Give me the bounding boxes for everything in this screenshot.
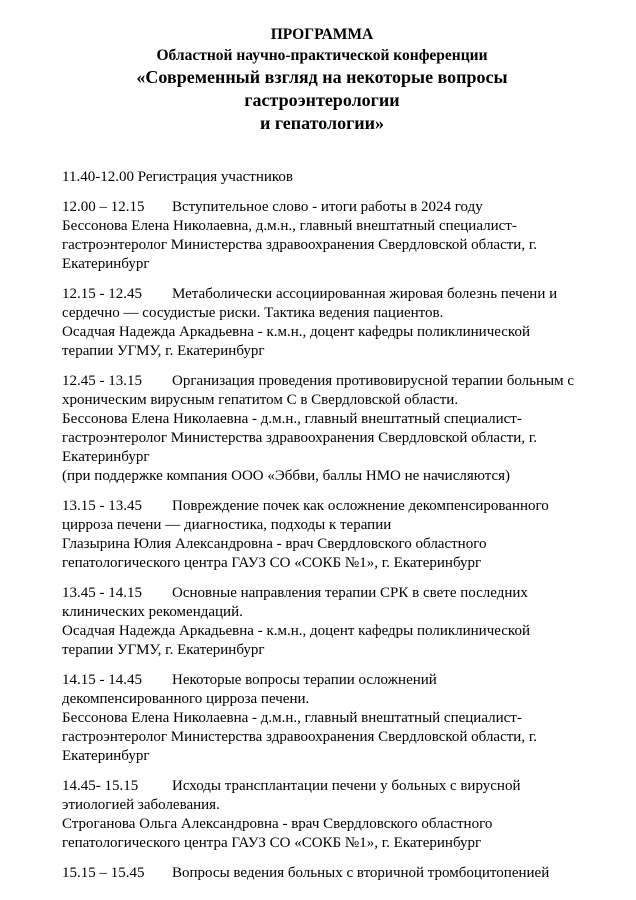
- session-text-line: Осадчая Надежда Аркадьевна - к.м.н., доцент кафедры поликлинической: [62, 623, 530, 639]
- session-title: Некоторые вопросы терапии осложнений: [172, 672, 437, 688]
- session-text-line: Бессонова Елена Николаевна - д.м.н., главный внештатный специалист-: [62, 710, 522, 726]
- session-block: [62, 864, 582, 883]
- session-title-line: [62, 285, 582, 304]
- session-time: 13.15 - 13.45: [62, 498, 142, 514]
- session-text-line: терапии УГМУ, г. Екатеринбург: [62, 642, 265, 658]
- session-text-line: гастроэнтеролог Министерства здравоохранения Свердловской области, г.: [62, 430, 538, 446]
- session-text-line: Глазырина Юлия Александровна - врач Свердловского областного: [62, 536, 487, 552]
- session-text-line: клинических рекомендаций.: [62, 604, 243, 620]
- session-title-line: [62, 671, 582, 690]
- session-text-line: Екатеринбург: [62, 748, 150, 764]
- session-text-line: этиологией заболевания.: [62, 797, 220, 813]
- session-title-line: [62, 372, 582, 391]
- session-list: [62, 198, 582, 883]
- session-text-line: (при поддержке компания ООО «Эббви, баллы НМО не начисляются): [62, 468, 511, 484]
- session-time: 14.15 - 14.45: [62, 672, 142, 688]
- session-text-line: цирроза печени — диагностика, подходы к терапии: [62, 517, 392, 533]
- session-block: [62, 198, 582, 274]
- session-title: Повреждение почек как осложнение декомпенсированного: [172, 498, 549, 514]
- session-title: Вступительное слово - итоги работы в 2024 году: [172, 199, 483, 215]
- session-block: [62, 671, 582, 766]
- session-block: [62, 285, 582, 361]
- session-block: [62, 777, 582, 853]
- session-text-line: хроническим вирусным гепатитом С в Свердловской области.: [62, 392, 459, 408]
- conference-title-line-1: «Современный взгляд на некоторые вопросы гастроэнтерологии: [136, 67, 508, 110]
- session-title: Организация проведения противовирусной терапии больным с: [172, 373, 574, 389]
- session-time: 12.45 - 13.15: [62, 373, 142, 389]
- session-text-line: Осадчая Надежда Аркадьевна - к.м.н., доцент кафедры поликлинической: [62, 324, 530, 340]
- session-title: Исходы трансплантации печени у больных с вирусной: [172, 778, 521, 794]
- session-title: Метаболически ассоциированная жировая болезнь печени и: [172, 286, 558, 302]
- session-block: [62, 372, 582, 486]
- session-block: [62, 497, 582, 573]
- session-title-line: [62, 198, 582, 217]
- session-time: 12.15 - 12.45: [62, 286, 142, 302]
- session-text-line: терапии УГМУ, г. Екатеринбург: [62, 343, 265, 359]
- session-text-line: Бессонова Елена Николаевна - д.м.н., главный внештатный специалист-: [62, 411, 522, 427]
- session-text-line: гастроэнтеролог Министерства здравоохранения Свердловской области, г.: [62, 729, 538, 745]
- program-label: ПРОГРАММА: [270, 26, 374, 43]
- session-title: Вопросы ведения больных с вторичной тромбоцитопенией: [172, 865, 550, 881]
- session-text-line: Бессонова Елена Николаевна, д.м.н., главный внештатный специалист-: [62, 218, 517, 234]
- session-text-line: гепатологического центра ГАУЗ СО «СОКБ №1», г. Екатеринбург: [62, 555, 482, 571]
- session-text-line: Строганова Ольга Александровна - врач Свердловского областного: [62, 816, 493, 832]
- session-time: 13.45 - 14.15: [62, 585, 142, 601]
- session-text-line: Екатеринбург: [62, 449, 150, 465]
- session-title-line: [62, 777, 582, 796]
- session-text-line: сердечно — сосудистые риски. Тактика ведения пациентов.: [62, 305, 444, 321]
- session-title-line: [62, 864, 582, 883]
- session-time: 14.45- 15.15: [62, 778, 139, 794]
- session-text-line: гастроэнтеролог Министерства здравоохранения Свердловской области, г.: [62, 237, 538, 253]
- session-title: Основные направления терапии СРК в свете последних: [172, 585, 528, 601]
- session-time: 12.00 – 12.15: [62, 199, 145, 215]
- conference-title-line-2: и гепатологии»: [259, 113, 385, 133]
- session-block: [62, 584, 582, 660]
- session-text-line: декомпенсированного цирроза печени.: [62, 691, 310, 707]
- program-header: [62, 24, 582, 135]
- session-time: 15.15 – 15.45: [62, 865, 145, 881]
- registration-line: 11.40-12.00 Регистрация участников: [62, 169, 294, 185]
- session-title-line: [62, 497, 582, 516]
- session-text-line: Екатеринбург: [62, 256, 150, 272]
- session-text-line: гепатологического центра ГАУЗ СО «СОКБ №1», г. Екатеринбург: [62, 835, 482, 851]
- session-title-line: [62, 584, 582, 603]
- conference-type-line: Областной научно-практической конференции: [156, 47, 488, 64]
